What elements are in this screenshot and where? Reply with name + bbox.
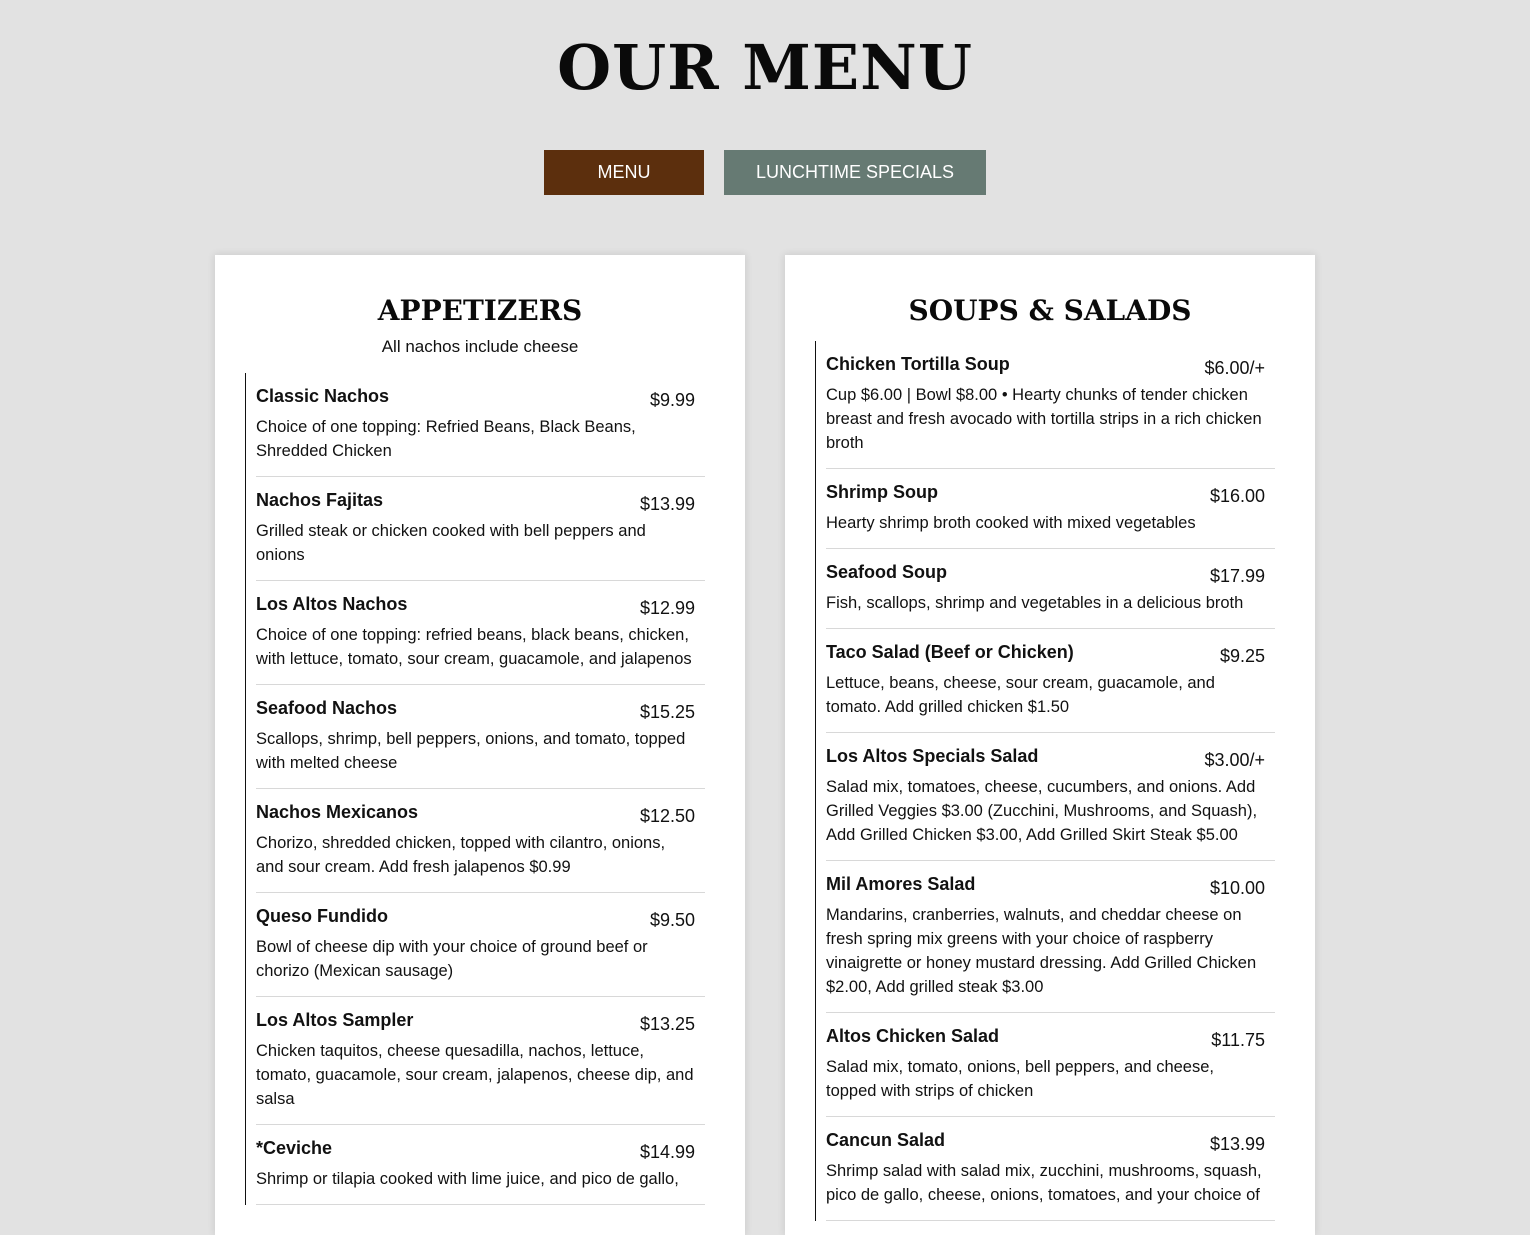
menu-item [826, 733, 1275, 861]
menu-item-name: Los Altos Specials Salad [826, 746, 1039, 766]
menu-item-name: Los Altos Sampler [256, 1010, 414, 1030]
menu-item-header [256, 799, 695, 829]
menu-item-header [826, 1127, 1265, 1157]
menu-item-name: Seafood Nachos [256, 698, 398, 718]
menu-item-description: Fish, scallops, shrimp and vegetables in a delicious broth [826, 594, 1244, 612]
soups-salads-list [815, 341, 1275, 1221]
menu-item [256, 789, 705, 893]
menu-item-header [256, 591, 695, 621]
tab-lunchtime-specials[interactable]: LUNCHTIME SPECIALS [724, 150, 986, 195]
menu-item-price: $11.75 [1211, 1030, 1265, 1050]
menu-item [826, 629, 1275, 733]
menu-item-name: Los Altos Nachos [256, 594, 408, 614]
menu-item-price: $16.00 [1209, 486, 1265, 506]
menu-item-header [826, 871, 1265, 901]
menu-item-price: $15.25 [639, 702, 695, 722]
menu-item-header [256, 1135, 695, 1165]
menu-item-description: Bowl of cheese dip with your choice of ground beef or chorizo (Mexican sausage) [256, 938, 648, 980]
menu-item [256, 997, 705, 1125]
menu-item-name: Nachos Mexicanos [256, 802, 419, 822]
menu-item-price: $14.99 [639, 1142, 695, 1162]
menu-item-description: Chorizo, shredded chicken, topped with cilantro, onions, and sour cream. Add fresh jalapenos $0.99 [256, 834, 666, 876]
menu-item [256, 893, 705, 997]
menu-item-header [826, 351, 1265, 381]
appetizers-card [215, 255, 745, 1235]
menu-item-description: Hearty shrimp broth cooked with mixed vegetables [826, 514, 1196, 532]
menu-item-description: Shrimp or tilapia cooked with lime juice, and pico de gallo, [256, 1170, 679, 1188]
menu-item-name: Seafood Soup [826, 562, 947, 582]
menu-item-price: $3.00/+ [1204, 750, 1265, 770]
menu-item [256, 581, 705, 685]
menu-item-description: Mandarins, cranberries, walnuts, and cheddar cheese on fresh spring mix greens with your choice of raspberry vinaigrette or honey mustard dressing. Add Grilled Chicken $2.00, Add grilled steak $3.00 [826, 906, 1257, 996]
menu-item-header [826, 639, 1265, 669]
menu-item-description: Cup $6.00 | Bowl $8.00 • Hearty chunks of tender chicken breast and fresh avocado with tortilla strips in a rich chicken broth [826, 386, 1262, 452]
menu-item-price: $9.25 [1219, 646, 1265, 666]
menu-item [826, 549, 1275, 629]
soups-salads-card [785, 255, 1315, 1235]
menu-item-header [256, 1007, 695, 1037]
menu-tabs [0, 150, 1530, 195]
menu-item [826, 1117, 1275, 1221]
menu-item-name: Taco Salad (Beef or Chicken) [826, 642, 1074, 662]
soups-salads-title: SOUPS & SALADS [908, 294, 1192, 327]
page-title: OUR MENU [557, 31, 973, 104]
menu-item-price: $13.99 [1209, 1134, 1265, 1154]
menu-item-header [256, 695, 695, 725]
menu-item-header [256, 383, 695, 413]
menu-item-description: Lettuce, beans, cheese, sour cream, guacamole, and tomato. Add grilled chicken $1.50 [826, 674, 1215, 716]
menu-item [826, 469, 1275, 549]
menu-item-header [826, 1023, 1265, 1053]
menu-item-price: $9.50 [649, 910, 695, 930]
menu-item-name: Cancun Salad [826, 1130, 946, 1150]
appetizers-title: APPETIZERS [377, 294, 583, 327]
menu-item-description: Choice of one topping: Refried Beans, Black Beans, Shredded Chicken [256, 418, 636, 460]
menu-item-name: Classic Nachos [256, 386, 390, 406]
menu-item-price: $12.50 [639, 806, 695, 826]
menu-item-description: Choice of one topping: refried beans, black beans, chicken, with lettuce, tomato, sour cream, guacamole, and jalapenos [256, 626, 692, 668]
menu-item-price: $10.00 [1209, 878, 1265, 898]
menu-item-description: Scallops, shrimp, bell peppers, onions, and tomato, topped with melted cheese [256, 730, 686, 772]
menu-item-header [256, 903, 695, 933]
menu-item-header [826, 559, 1265, 589]
tab-menu[interactable]: MENU [544, 150, 704, 195]
menu-item-price: $13.99 [639, 494, 695, 514]
menu-item-name: Queso Fundido [256, 906, 388, 926]
menu-item-name: *Ceviche [256, 1138, 333, 1158]
menu-item-name: Shrimp Soup [826, 482, 938, 502]
menu-item [826, 861, 1275, 1013]
menu-item-price: $17.99 [1209, 566, 1265, 586]
menu-item-name: Altos Chicken Salad [826, 1026, 1000, 1046]
menu-item-name: Nachos Fajitas [256, 490, 384, 510]
menu-item-header [826, 479, 1265, 509]
menu-item-price: $6.00/+ [1204, 358, 1265, 378]
menu-item [256, 373, 705, 477]
menu-item-header [256, 487, 695, 517]
menu-item-price: $9.99 [649, 390, 695, 410]
menu-item [256, 477, 705, 581]
menu-item-description: Shrimp salad with salad mix, zucchini, mushrooms, squash, pico de gallo, cheese, onions, tomatoes, and your choice of [826, 1162, 1262, 1204]
menu-item-price: $12.99 [639, 598, 695, 618]
menu-item [256, 1125, 705, 1205]
menu-item-description: Grilled steak or chicken cooked with bell peppers and onions [256, 522, 646, 564]
menu-item-name: Mil Amores Salad [826, 874, 976, 894]
menu-item [826, 1013, 1275, 1117]
menu-item-header [826, 743, 1265, 773]
appetizers-note: All nachos include cheese [381, 337, 579, 356]
appetizers-list [245, 373, 705, 1205]
menu-item [826, 341, 1275, 469]
menu-item-description: Chicken taquitos, cheese quesadilla, nachos, lettuce, tomato, guacamole, sour cream, jalapenos, cheese dip, and salsa [256, 1042, 694, 1108]
menu-item [256, 685, 705, 789]
menu-item-description: Salad mix, tomatoes, cheese, cucumbers, and onions. Add Grilled Veggies $3.00 (Zucchini, Mushrooms, and Squash), Add Grilled Chicken $3.00, Add Grilled Skirt Steak $5.00 [826, 778, 1258, 844]
menu-item-name: Chicken Tortilla Soup [826, 354, 1010, 374]
menu-item-description: Salad mix, tomato, onions, bell peppers, and cheese, topped with strips of chicken [826, 1058, 1214, 1100]
menu-item-price: $13.25 [639, 1014, 695, 1034]
